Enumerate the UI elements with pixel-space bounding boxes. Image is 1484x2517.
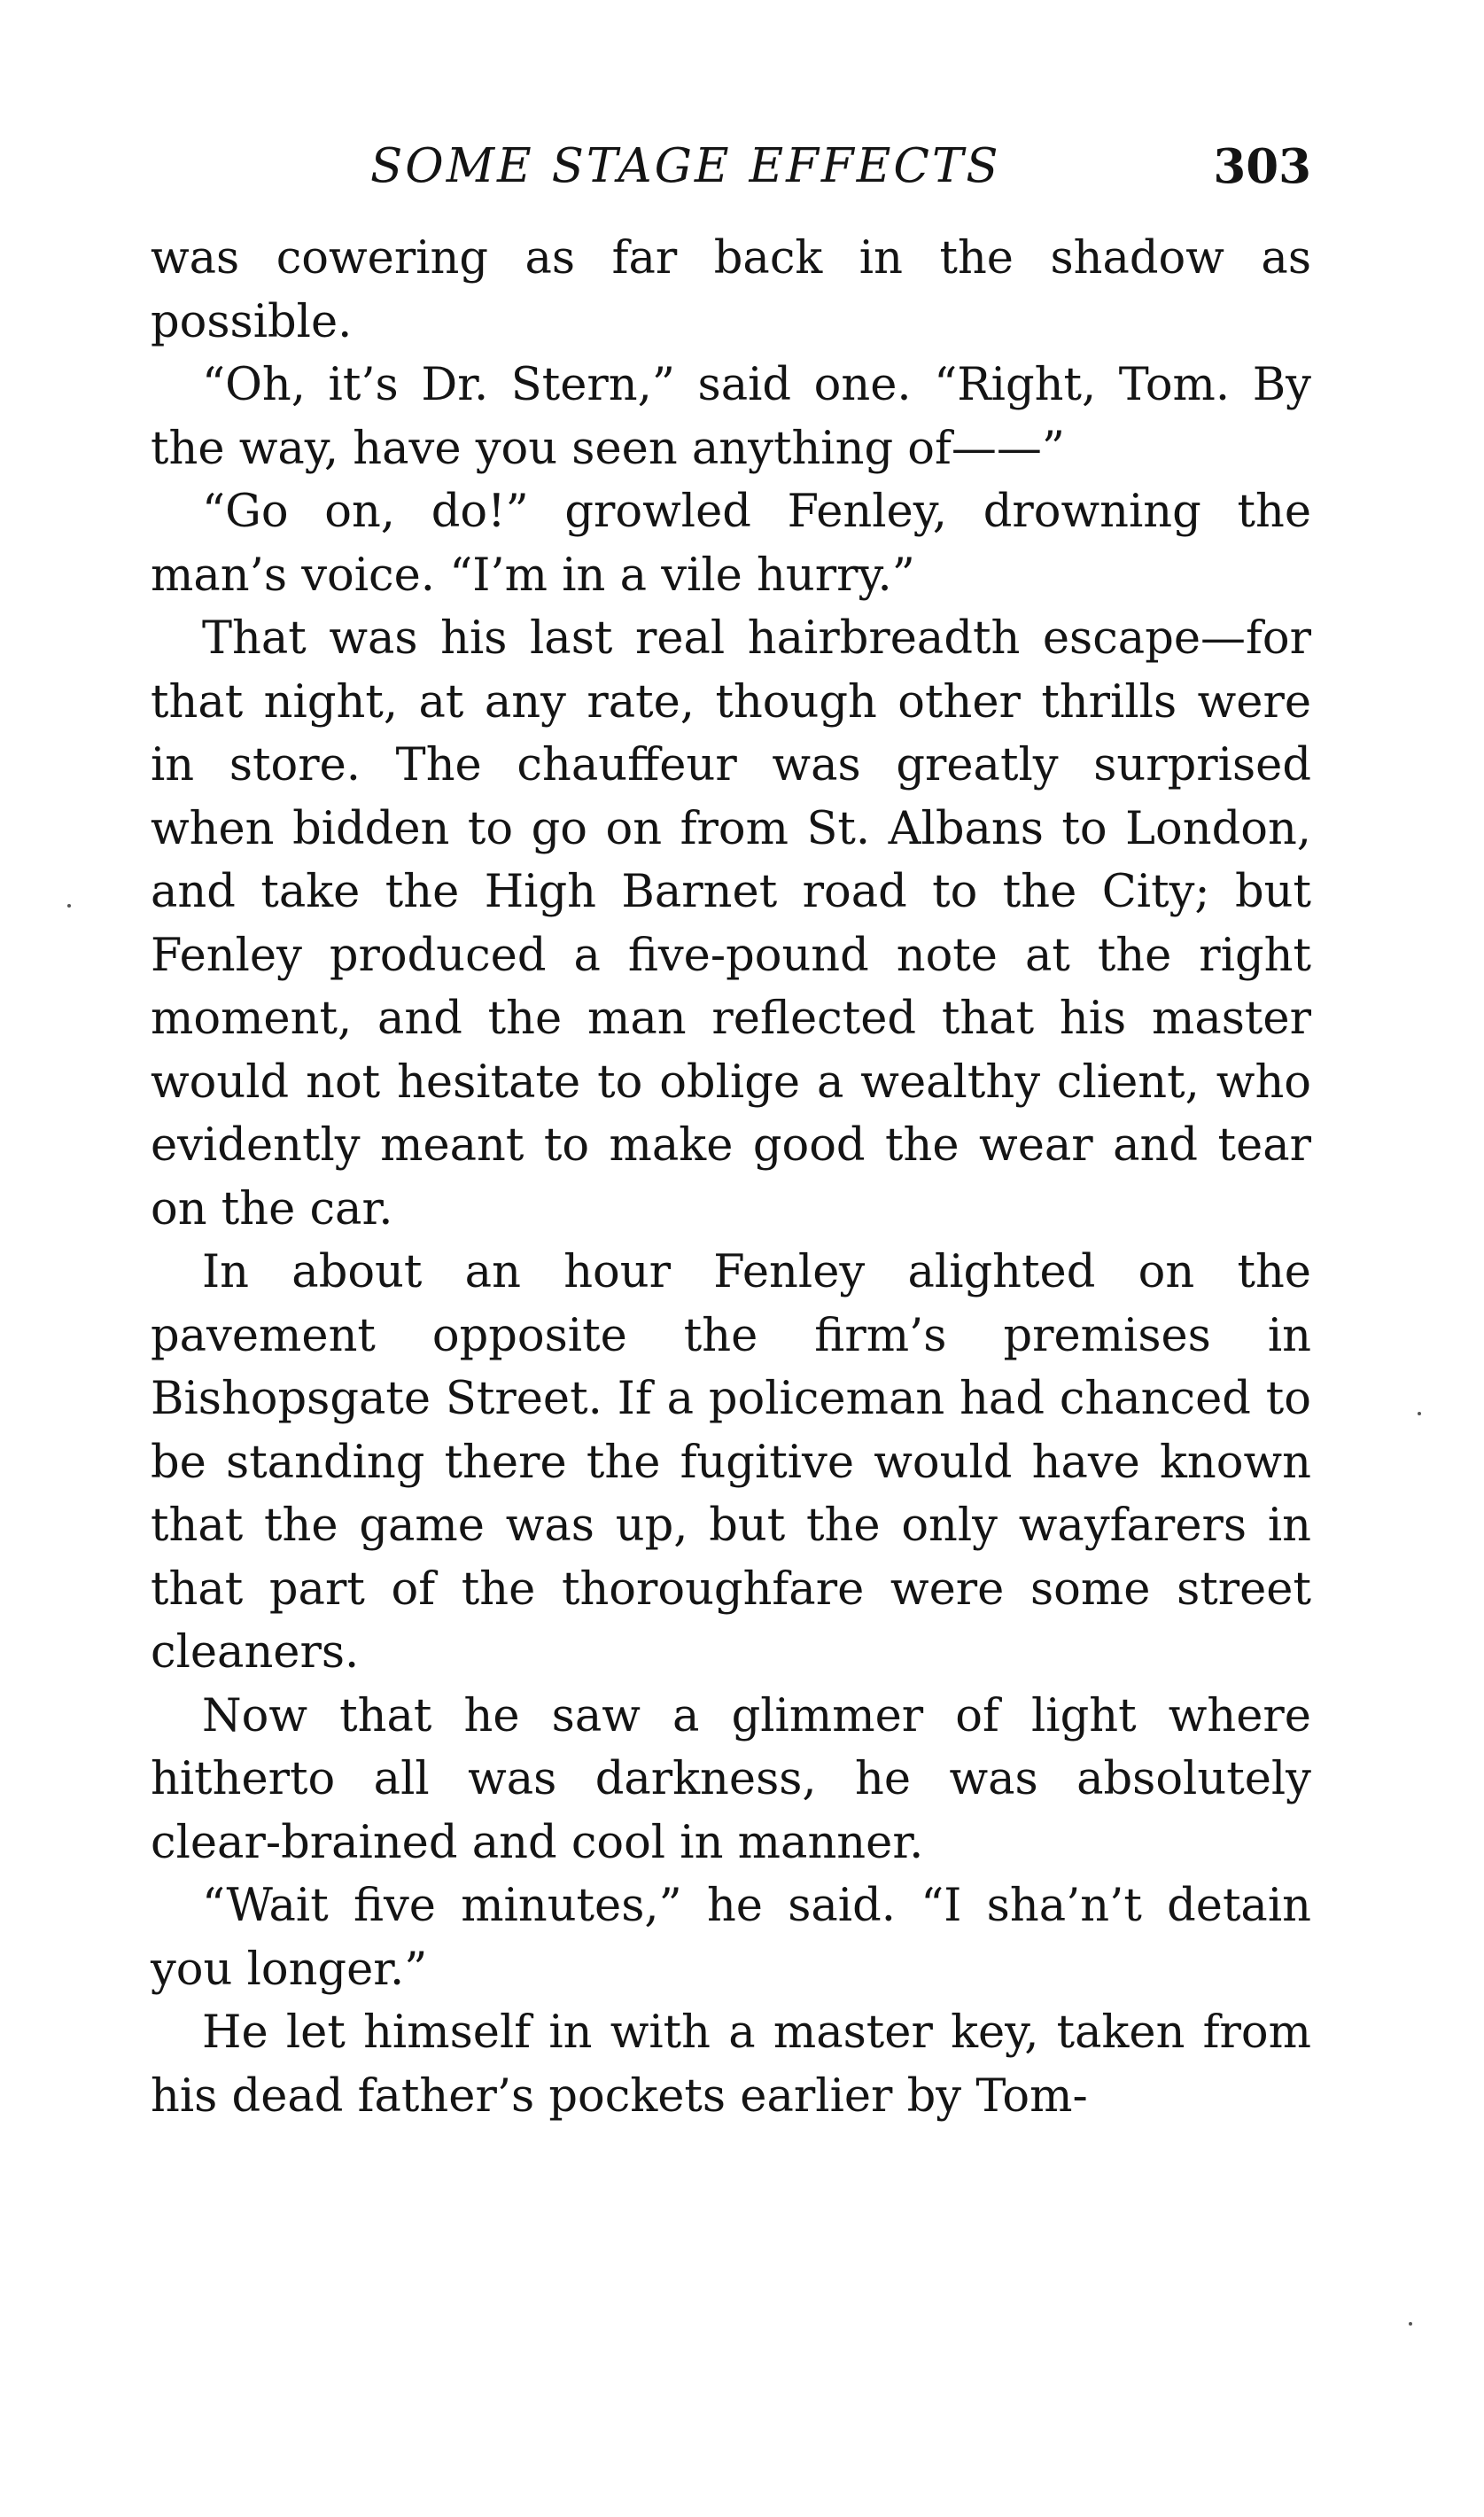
print-speck <box>67 904 71 908</box>
paragraph: He let himself in with a master key, taken from his dead father’s pockets earlier by Tom- <box>151 2007 1311 2123</box>
paragraph: “Go on, do!” growled Fenley, drowning the man’s voice. “I’m in a vile hurry.” <box>151 486 1311 602</box>
paragraph: “Oh, it’s Dr. Stern,” said one. “Right, Tom. By the way, have you seen anything of——” <box>151 359 1311 475</box>
body-text <box>151 227 1311 2128</box>
paragraph: “Wait five minutes,” he said. “I sha’n’t detain you longer.” <box>151 1880 1311 1996</box>
paragraph: In about an hour Fenley alighted on the pavement opposite the firm’s premises in Bishopsgate Street. If a policeman had chanced to be standing there the fugitive would have known that the game was up, but the only wayfarers in that part of the thoroughfare were some street cleaners. <box>151 1246 1311 1679</box>
running-head <box>151 131 1311 202</box>
paragraph: Now that he saw a glimmer of light where hitherto all was darkness, he was absolutely clear-brained and cool in manner. <box>151 1689 1311 1869</box>
paragraph: was cowering as far back in the shadow as possible. <box>151 232 1311 348</box>
paragraph: That was his last real hairbreadth escape—for that night, at any rate, though other thrills were in store. The chauffeur was greatly surprised when bidden to go on from St. Albans to London, and take the High Barnet road to the City; but Fenley produced a five-pound note at the right moment, and the man reflected that his master would not hesitate to oblige a wealthy client, who evidently meant to make good the wear and tear on the car. <box>151 612 1311 1235</box>
print-speck <box>1418 1412 1421 1415</box>
print-speck <box>1409 2322 1412 2326</box>
running-title: SOME STAGE EFFECTS <box>370 139 1001 193</box>
page-number: 303 <box>1213 139 1311 194</box>
